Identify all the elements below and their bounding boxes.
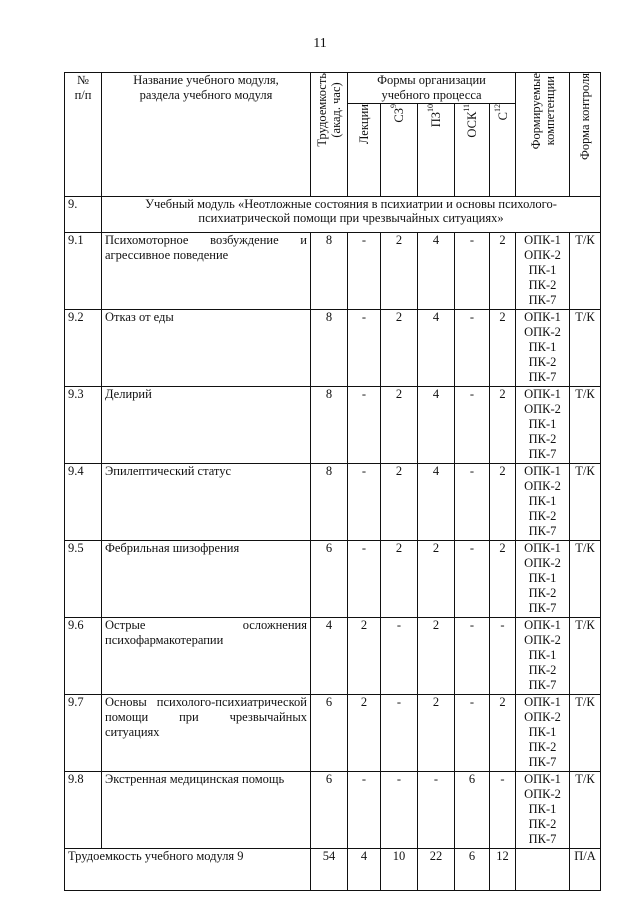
competency-code: ПК-7 bbox=[528, 447, 557, 461]
competency-code: ПК-1 bbox=[528, 340, 557, 354]
row-sz: - bbox=[381, 772, 418, 849]
competency-code: ПК-2 bbox=[528, 663, 557, 677]
row-topic-name: Фебрильная шизофрения bbox=[102, 541, 311, 618]
table-row bbox=[65, 233, 601, 310]
competency-code: ОПК-2 bbox=[524, 556, 561, 570]
competency-code: ПК-2 bbox=[528, 740, 557, 754]
row-pz: 4 bbox=[418, 233, 455, 310]
competency-code: ОПК-2 bbox=[524, 633, 561, 647]
competency-code: ПК-2 bbox=[528, 355, 557, 369]
total-hours: 54 bbox=[311, 849, 348, 891]
header-forms: Формы организации учебного процесса bbox=[348, 73, 516, 104]
row-competencies bbox=[516, 772, 570, 849]
row-hours: 6 bbox=[311, 695, 348, 772]
module-row bbox=[65, 197, 601, 233]
competency-code: ОПК-1 bbox=[524, 695, 561, 709]
competency-code: ПК-1 bbox=[528, 648, 557, 662]
row-competencies bbox=[516, 464, 570, 541]
total-sz: 10 bbox=[381, 849, 418, 891]
table-row bbox=[65, 541, 601, 618]
competency-code: ПК-7 bbox=[528, 832, 557, 846]
header-control-form: Форма контроля bbox=[570, 73, 601, 197]
competency-code: ПК-1 bbox=[528, 494, 557, 508]
row-number: 9.3 bbox=[65, 387, 102, 464]
row-osk: - bbox=[455, 695, 490, 772]
row-pz: 4 bbox=[418, 464, 455, 541]
competency-code: ОПК-1 bbox=[524, 387, 561, 401]
row-number: 9.2 bbox=[65, 310, 102, 387]
competency-code: ПК-7 bbox=[528, 601, 557, 615]
row-sz: - bbox=[381, 695, 418, 772]
row-osk: - bbox=[455, 310, 490, 387]
row-lec: 2 bbox=[348, 695, 381, 772]
header-osk: ОСК$^{11}$ bbox=[455, 104, 490, 197]
module-title: Учебный модуль «Неотложные состояния в психиатрии и основы психолого-психиатрической помощи при чрезвычайных ситуациях» bbox=[102, 197, 601, 233]
header-sz: $СЗ^9$ bbox=[381, 104, 418, 197]
total-lec: 4 bbox=[348, 849, 381, 891]
header-competencies: Формируемые компетенции bbox=[516, 73, 570, 197]
row-s: 2 bbox=[490, 541, 516, 618]
row-hours: 6 bbox=[311, 772, 348, 849]
table-row bbox=[65, 618, 601, 695]
row-hours: 4 bbox=[311, 618, 348, 695]
row-topic-name: Экстренная медицинская помощь bbox=[102, 772, 311, 849]
total-s: 12 bbox=[490, 849, 516, 891]
row-s: 2 bbox=[490, 233, 516, 310]
row-competencies bbox=[516, 387, 570, 464]
row-topic-name: Делирий bbox=[102, 387, 311, 464]
row-sz: 2 bbox=[381, 464, 418, 541]
competency-code: ОПК-2 bbox=[524, 325, 561, 339]
row-competencies bbox=[516, 233, 570, 310]
competency-code: ПК-7 bbox=[528, 755, 557, 769]
total-pz: 22 bbox=[418, 849, 455, 891]
competency-code: ОПК-1 bbox=[524, 618, 561, 632]
header-pz: ПЗ$^{10}$ bbox=[418, 104, 455, 197]
row-lec: 2 bbox=[348, 618, 381, 695]
row-control-form: Т/К bbox=[570, 464, 601, 541]
row-number: 9.5 bbox=[65, 541, 102, 618]
row-hours: 8 bbox=[311, 310, 348, 387]
row-s: 2 bbox=[490, 310, 516, 387]
competency-code: ПК-1 bbox=[528, 571, 557, 585]
row-osk: - bbox=[455, 541, 490, 618]
competency-code: ПК-2 bbox=[528, 509, 557, 523]
competency-code: ПК-7 bbox=[528, 524, 557, 538]
row-osk: 6 bbox=[455, 772, 490, 849]
competency-code: ПК-7 bbox=[528, 678, 557, 692]
row-s: 2 bbox=[490, 695, 516, 772]
row-control-form: Т/К bbox=[570, 310, 601, 387]
competency-code: ОПК-2 bbox=[524, 248, 561, 262]
row-lec: - bbox=[348, 310, 381, 387]
competency-code: ПК-1 bbox=[528, 725, 557, 739]
total-label: Трудоемкость учебного модуля 9 bbox=[65, 849, 311, 891]
competency-code: ОПК-2 bbox=[524, 787, 561, 801]
row-sz: 2 bbox=[381, 310, 418, 387]
row-pz: 2 bbox=[418, 695, 455, 772]
table-row bbox=[65, 772, 601, 849]
row-sz: 2 bbox=[381, 387, 418, 464]
competency-code: ПК-7 bbox=[528, 293, 557, 307]
competency-code: ПК-1 bbox=[528, 802, 557, 816]
competency-code: ОПК-2 bbox=[524, 402, 561, 416]
row-topic-name: Психомоторное возбуждение и агрессивное поведение bbox=[102, 233, 311, 310]
row-lec: - bbox=[348, 464, 381, 541]
row-number: 9.7 bbox=[65, 695, 102, 772]
row-hours: 6 bbox=[311, 541, 348, 618]
table-row bbox=[65, 387, 601, 464]
header-lectures: Лекции bbox=[348, 104, 381, 197]
row-lec: - bbox=[348, 541, 381, 618]
row-hours: 8 bbox=[311, 464, 348, 541]
total-control: П/А bbox=[570, 849, 601, 891]
row-osk: - bbox=[455, 618, 490, 695]
competency-code: ОПК-1 bbox=[524, 233, 561, 247]
row-number: 9.4 bbox=[65, 464, 102, 541]
competency-code: ПК-2 bbox=[528, 586, 557, 600]
row-topic-name: Основы психолого-психиатрической помощи при чрезвычайных ситуациях bbox=[102, 695, 311, 772]
competency-code: ПК-2 bbox=[528, 278, 557, 292]
row-pz: 4 bbox=[418, 310, 455, 387]
row-hours: 8 bbox=[311, 387, 348, 464]
row-competencies bbox=[516, 541, 570, 618]
row-control-form: Т/К bbox=[570, 387, 601, 464]
row-topic-name: Эпилептический статус bbox=[102, 464, 311, 541]
competency-code: ПК-2 bbox=[528, 817, 557, 831]
row-number: 9.8 bbox=[65, 772, 102, 849]
row-osk: - bbox=[455, 233, 490, 310]
row-s: - bbox=[490, 772, 516, 849]
competency-code: ОПК-1 bbox=[524, 772, 561, 786]
competency-code: ПК-1 bbox=[528, 417, 557, 431]
curriculum-table bbox=[64, 72, 601, 891]
table-row bbox=[65, 310, 601, 387]
table-row bbox=[65, 464, 601, 541]
row-competencies bbox=[516, 310, 570, 387]
row-control-form: Т/К bbox=[570, 541, 601, 618]
header-module-name: Название учебного модуля, раздела учебного модуля bbox=[102, 73, 311, 197]
row-pz: - bbox=[418, 772, 455, 849]
row-osk: - bbox=[455, 387, 490, 464]
competency-code: ПК-7 bbox=[528, 370, 557, 384]
row-pz: 2 bbox=[418, 618, 455, 695]
row-sz: - bbox=[381, 618, 418, 695]
row-topic-name: Острые осложнения психофармакотерапии bbox=[102, 618, 311, 695]
competency-code: ПК-2 bbox=[528, 432, 557, 446]
header-number: № п/п bbox=[65, 73, 102, 197]
row-competencies bbox=[516, 618, 570, 695]
competency-code: ОПК-2 bbox=[524, 479, 561, 493]
row-lec: - bbox=[348, 233, 381, 310]
competency-code: ПК-1 bbox=[528, 263, 557, 277]
row-pz: 4 bbox=[418, 387, 455, 464]
row-control-form: Т/К bbox=[570, 233, 601, 310]
row-osk: - bbox=[455, 464, 490, 541]
competency-code: ОПК-1 bbox=[524, 541, 561, 555]
row-s: 2 bbox=[490, 464, 516, 541]
row-lec: - bbox=[348, 772, 381, 849]
row-control-form: Т/К bbox=[570, 772, 601, 849]
row-number: 9.1 bbox=[65, 233, 102, 310]
row-control-form: Т/К bbox=[570, 618, 601, 695]
page-number: 11 bbox=[313, 36, 327, 51]
competency-code: ОПК-2 bbox=[524, 710, 561, 724]
module-number: 9. bbox=[65, 197, 102, 233]
total-comp bbox=[516, 849, 570, 891]
row-s: - bbox=[490, 618, 516, 695]
header-s: $С^{12}$ bbox=[490, 104, 516, 197]
row-number: 9.6 bbox=[65, 618, 102, 695]
row-control-form: Т/К bbox=[570, 695, 601, 772]
row-competencies bbox=[516, 695, 570, 772]
row-sz: 2 bbox=[381, 541, 418, 618]
row-hours: 8 bbox=[311, 233, 348, 310]
competency-code: ОПК-1 bbox=[524, 310, 561, 324]
competency-code: ОПК-1 bbox=[524, 464, 561, 478]
row-sz: 2 bbox=[381, 233, 418, 310]
header-hours: Трудоемкость (акад. час) bbox=[311, 73, 348, 197]
table-row bbox=[65, 695, 601, 772]
row-lec: - bbox=[348, 387, 381, 464]
row-topic-name: Отказ от еды bbox=[102, 310, 311, 387]
total-row bbox=[65, 849, 601, 891]
row-s: 2 bbox=[490, 387, 516, 464]
row-pz: 2 bbox=[418, 541, 455, 618]
total-osk: 6 bbox=[455, 849, 490, 891]
